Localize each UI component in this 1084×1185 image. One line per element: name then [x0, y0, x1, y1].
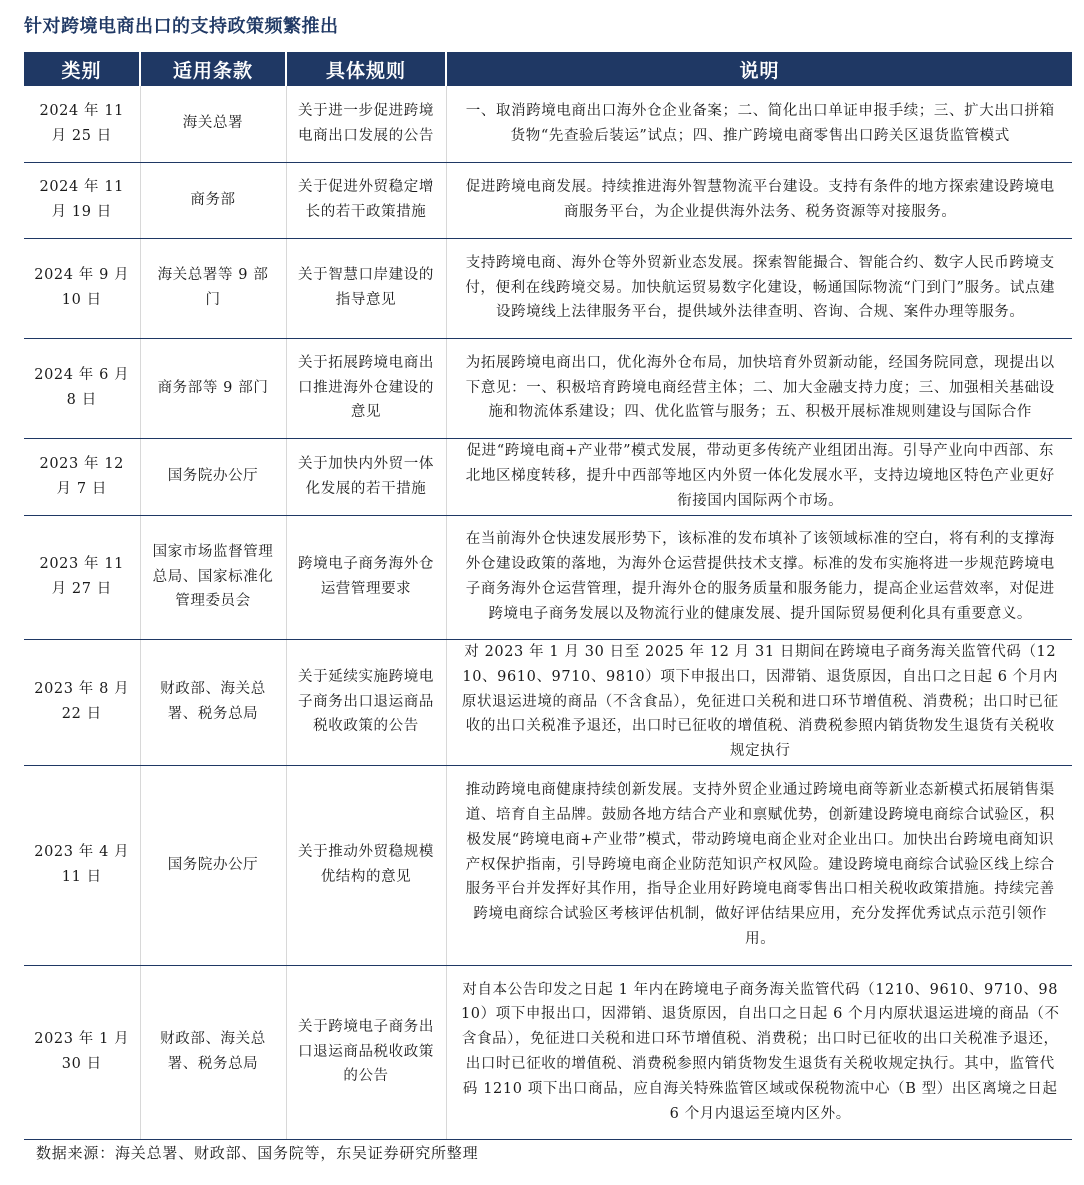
table-row — [24, 338, 1072, 438]
table-row — [24, 162, 1072, 238]
table-row — [24, 515, 1072, 639]
header-applicable-clause: 适用条款 — [140, 52, 286, 86]
policy-table — [24, 52, 1072, 1140]
data-source-note: 数据来源：海关总署、财政部、国务院等，东吴证券研究所整理 — [36, 1144, 479, 1162]
issuer-cell: 海关总署等 9 部门 — [140, 238, 286, 338]
policy-cell: 关于智慧口岸建设的指导意见 — [286, 238, 446, 338]
description-cell: 促进“跨境电商+产业带”模式发展，带动更多传统产业组团出海。引导产业向中西部、东北地区梯度转移，提升中西部等地区内外贸一体化发展水平，支持边境地区特色产业更好衔接国内国际两个市场。 — [446, 438, 1072, 515]
table-row — [24, 86, 1072, 162]
policy-cell: 关于跨境电子商务出口退运商品税收政策的公告 — [286, 965, 446, 1139]
table-row — [24, 965, 1072, 1139]
description-cell: 促进跨境电商发展。持续推进海外智慧物流平台建设。支持有条件的地方探索建设跨境电商服务平台，为企业提供海外法务、税务资源等对接服务。 — [446, 162, 1072, 238]
issuer-cell: 国务院办公厅 — [140, 438, 286, 515]
header-category: 类别 — [24, 52, 140, 86]
date-cell: 2023 年 4 月 11 日 — [24, 765, 140, 965]
table-header-row — [24, 52, 1072, 86]
date-cell: 2023 年 8 月 22 日 — [24, 639, 140, 765]
policy-cell: 关于进一步促进跨境电商出口发展的公告 — [286, 86, 446, 162]
policy-cell: 关于延续实施跨境电子商务出口退运商品税收政策的公告 — [286, 639, 446, 765]
date-cell: 2023 年 11 月 27 日 — [24, 515, 140, 639]
policy-cell: 关于拓展跨境电商出口推进海外仓建设的意见 — [286, 338, 446, 438]
date-cell: 2024 年 11 月 19 日 — [24, 162, 140, 238]
policy-cell: 跨境电子商务海外仓运营管理要求 — [286, 515, 446, 639]
issuer-cell: 国家市场监督管理总局、国家标准化管理委员会 — [140, 515, 286, 639]
table-row — [24, 438, 1072, 515]
table-row — [24, 639, 1072, 765]
table-row — [24, 238, 1072, 338]
description-cell: 对自本公告印发之日起 1 年内在跨境电子商务海关监管代码（1210、9610、9710、9810）项下申报出口，因滞销、退货原因，自出口之日起 6 个月内原状退运进境的商品（不含食品），免征进口关税和进口环节增值税、消费税；出口时已征收的出口关税准予退还，出口时已征收的增值税、消费税参照内销货物发生退货有关税收规定执行。其中，监管代码 1210 项下出口商品，应自海关特殊监管区域或保税物流中心（B 型）出区离境之日起 6 个月内退运至境内区外。 — [446, 965, 1072, 1139]
policy-cell: 关于加快内外贸一体化发展的若干措施 — [286, 438, 446, 515]
issuer-cell: 商务部 — [140, 162, 286, 238]
date-cell: 2024 年 9 月 10 日 — [24, 238, 140, 338]
policy-cell: 关于推动外贸稳规模优结构的意见 — [286, 765, 446, 965]
date-cell: 2023 年 1 月 30 日 — [24, 965, 140, 1139]
description-cell: 在当前海外仓快速发展形势下，该标准的发布填补了该领域标准的空白，将有利的支撑海外仓建设政策的落地，为海外仓运营提供技术支撑。标准的发布实施将进一步规范跨境电子商务海外仓运营管理，提升海外仓的服务质量和服务能力，提高企业运营效率，对促进跨境电子商务发展以及物流行业的健康发展、提升国际贸易便利化具有重要意义。 — [446, 515, 1072, 639]
issuer-cell: 财政部、海关总署、税务总局 — [140, 639, 286, 765]
description-cell: 推动跨境电商健康持续创新发展。支持外贸企业通过跨境电商等新业态新模式拓展销售渠道、培育自主品牌。鼓励各地方结合产业和禀赋优势，创新建设跨境电商综合试验区，积极发展“跨境电商+产业带”模式，带动跨境电商企业对企业出口。加快出台跨境电商知识产权保护指南，引导跨境电商企业防范知识产权风险。建设跨境电商综合试验区线上综合服务平台并发挥好其作用，指导企业用好跨境电商零售出口相关税收政策措施。持续完善跨境电商综合试验区考核评估机制，做好评估结果应用，充分发挥优秀试点示范引领作用。 — [446, 765, 1072, 965]
date-cell: 2024 年 6 月 8 日 — [24, 338, 140, 438]
description-cell: 为拓展跨境电商出口，优化海外仓布局，加快培育外贸新动能，经国务院同意，现提出以下意见：一、积极培育跨境电商经营主体；二、加大金融支持力度；三、加强相关基础设施和物流体系建设；四、优化监管与服务；五、积极开展标准规则建设与国际合作 — [446, 338, 1072, 438]
table-row — [24, 765, 1072, 965]
description-cell: 对 2023 年 1 月 30 日至 2025 年 12 月 31 日期间在跨境电子商务海关监管代码（1210、9610、9710、9810）项下申报出口，因滞销、退货原因，自出口之日起 6 个月内原状退运进境的商品（不含食品），免征进口关税和进口环节增值税、消费税；出口时已征收的出口关税准予退还，出口时已征收的增值税、消费税参照内销货物发生退货有关税收规定执行 — [446, 639, 1072, 765]
issuer-cell: 财政部、海关总署、税务总局 — [140, 965, 286, 1139]
policy-cell: 关于促进外贸稳定增长的若干政策措施 — [286, 162, 446, 238]
description-cell: 支持跨境电商、海外仓等外贸新业态发展。探索智能撮合、智能合约、数字人民币跨境支付，便利在线跨境交易。加快航运贸易数字化建设，畅通国际物流“门到门”服务。试点建设跨境线上法律服务平台，提供域外法律查明、咨询、合规、案件办理等服务。 — [446, 238, 1072, 338]
issuer-cell: 海关总署 — [140, 86, 286, 162]
header-description: 说明 — [446, 52, 1072, 86]
date-cell: 2024 年 11 月 25 日 — [24, 86, 140, 162]
header-specific-rule: 具体规则 — [286, 52, 446, 86]
description-cell: 一、取消跨境电商出口海外仓企业备案；二、简化出口单证申报手续；三、扩大出口拼箱货物“先查验后装运”试点；四、推广跨境电商零售出口跨关区退货监管模式 — [446, 86, 1072, 162]
table-title: 针对跨境电商出口的支持政策频繁推出 — [24, 16, 339, 37]
issuer-cell: 商务部等 9 部门 — [140, 338, 286, 438]
issuer-cell: 国务院办公厅 — [140, 765, 286, 965]
date-cell: 2023 年 12 月 7 日 — [24, 438, 140, 515]
